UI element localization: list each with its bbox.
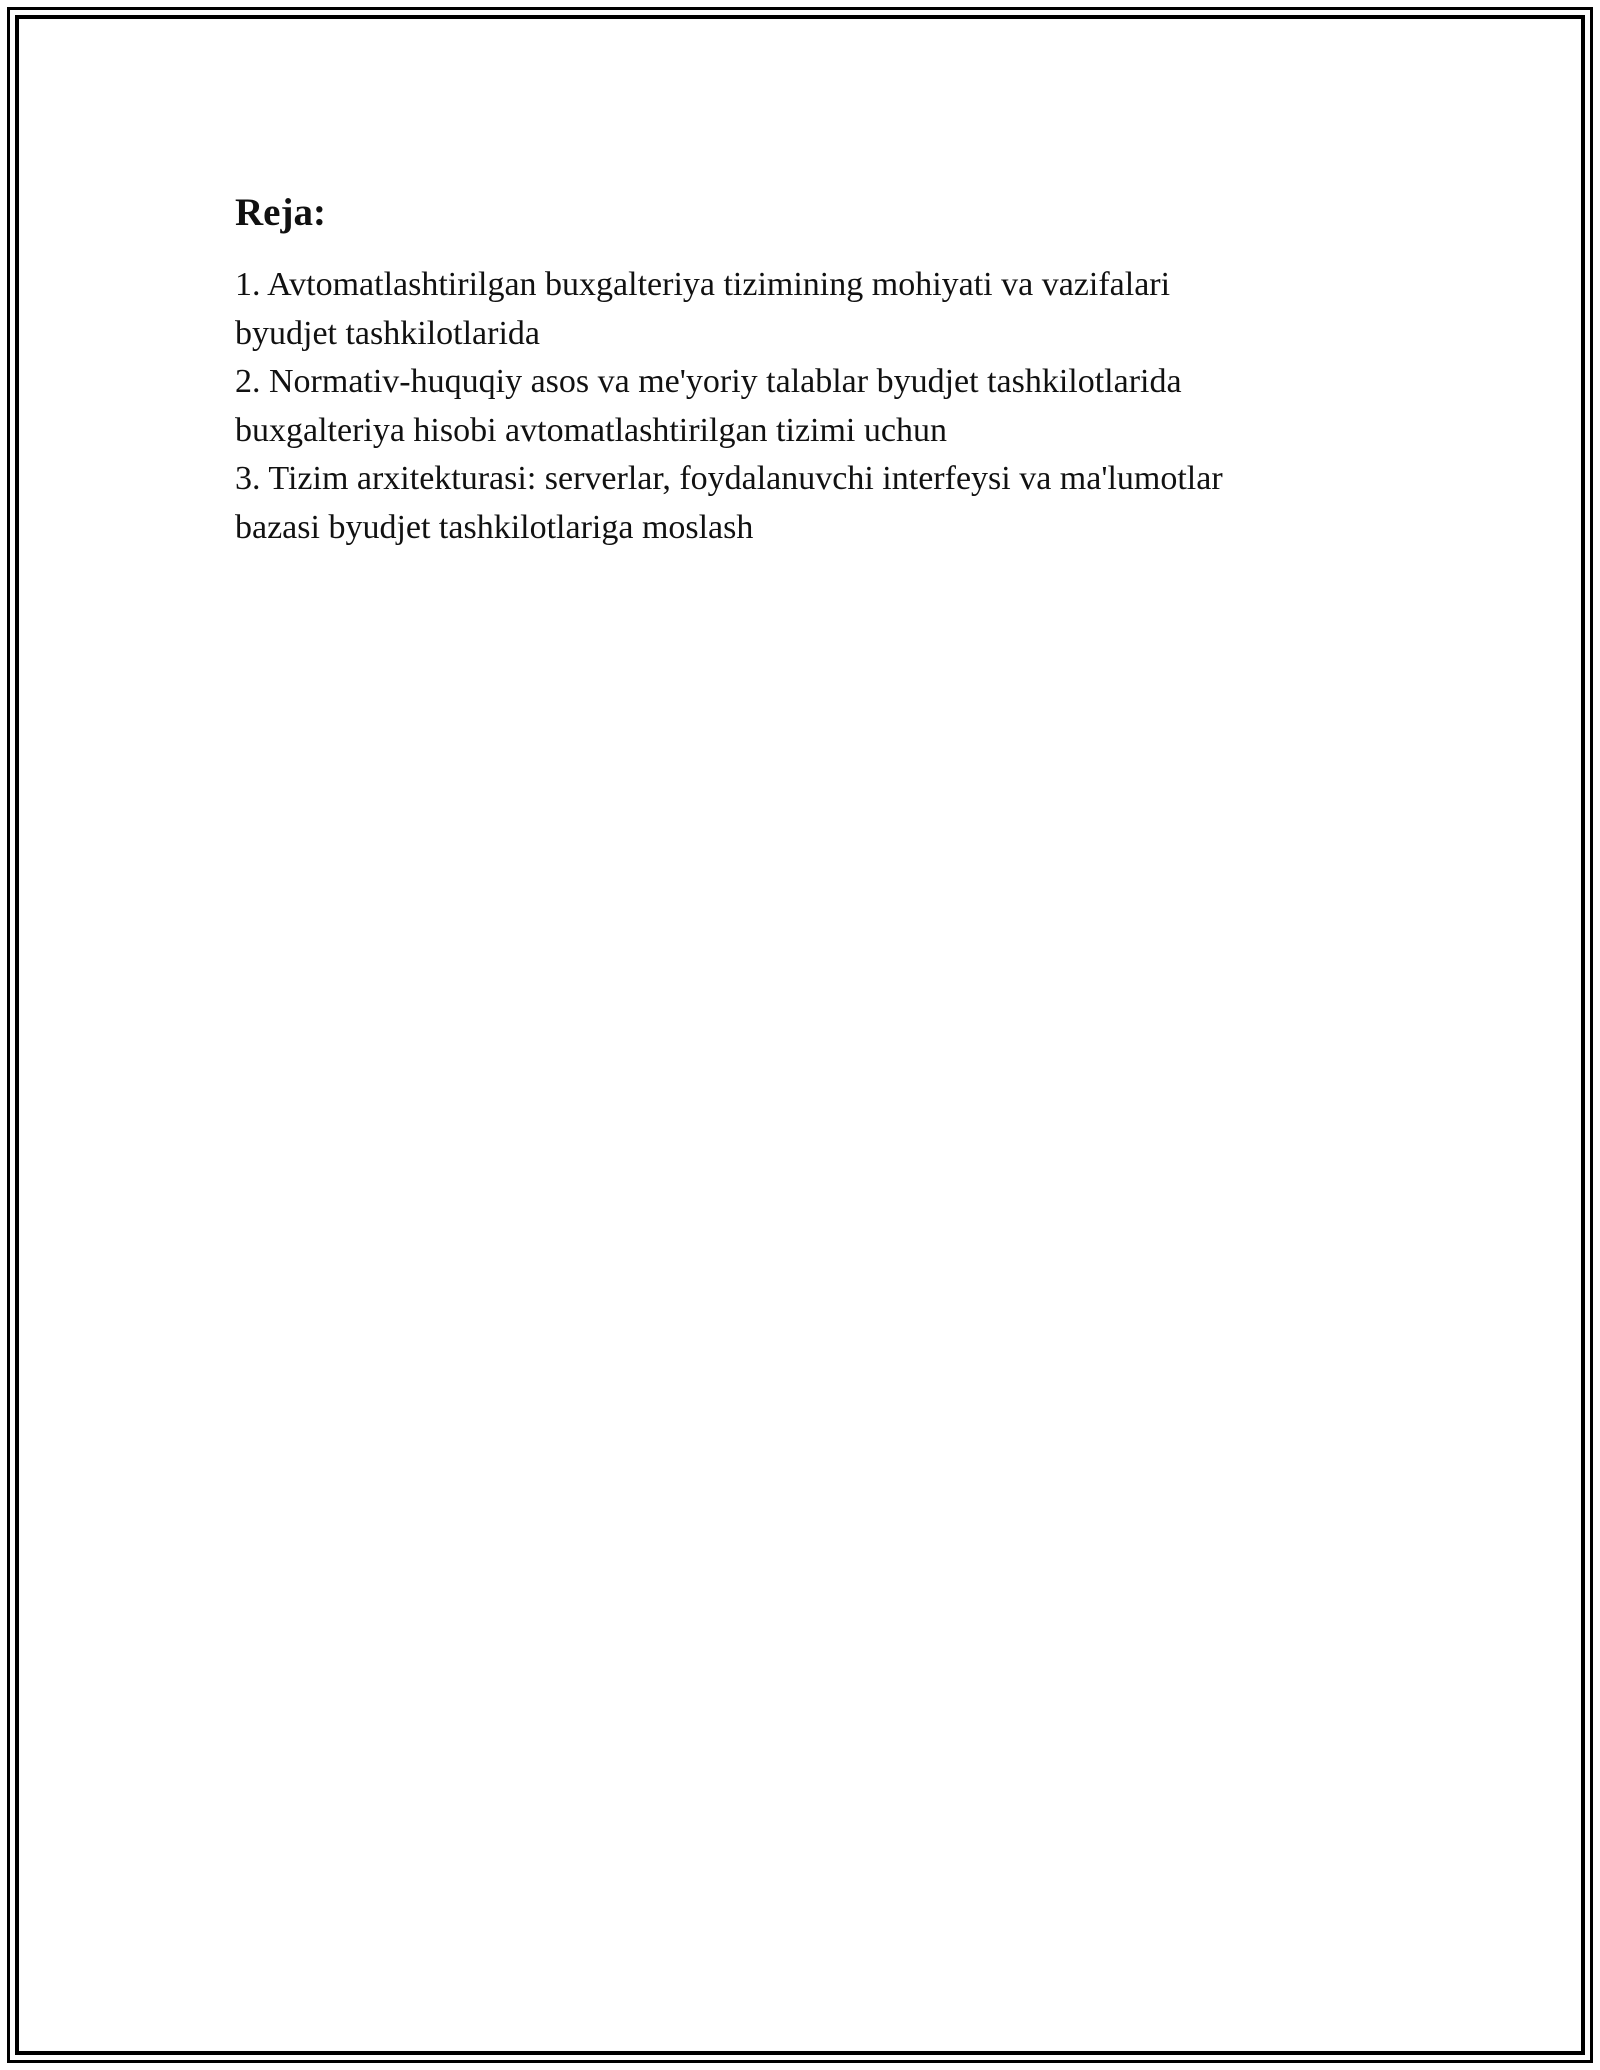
plan-item-line: bazasi byudjet tashkilotlariga moslash: [235, 508, 754, 546]
plan-list: [235, 261, 1385, 552]
plan-item-line: buxgalteriya hisobi avtomatlashtirilgan tizimi uchun: [235, 411, 947, 449]
plan-item-line: 2. Normativ-huquqiy asos va me'yoriy talablar byudjet tashkilotlarida: [235, 363, 1182, 400]
plan-item-3: [235, 455, 1385, 552]
plan-item-line: 1. Avtomatlashtirilgan buxgalteriya tizimining mohiyati va vazifalari: [235, 266, 1171, 303]
plan-item-2: [235, 358, 1385, 455]
plan-item-line: 3. Tizim arxitekturasi: serverlar, foydalanuvchi interfeysi va ma'lumotlar: [235, 460, 1223, 497]
page-title: Reja:: [235, 191, 326, 234]
plan-item-1: [235, 261, 1385, 358]
page-content: [235, 185, 1385, 552]
plan-item-line: byudjet tashkilotlarida: [235, 314, 540, 352]
